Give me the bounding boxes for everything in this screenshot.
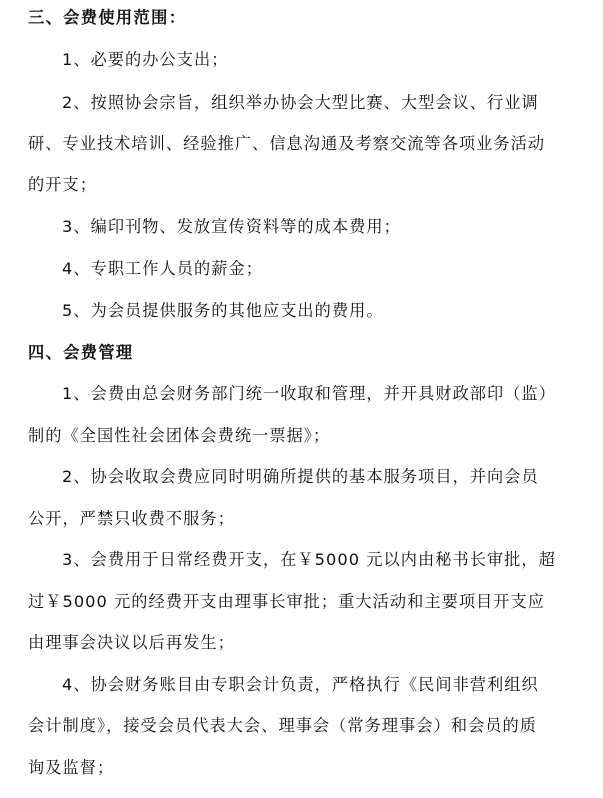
- list-item-continuation: 会计制度》，接受会员代表大会、理事会（常务理事会）和会员的质: [28, 716, 538, 735]
- list-item-continuation: 询及监督；: [28, 758, 115, 777]
- list-item-continuation: 研、专业技术培训、经验推广、信息沟通及考察交流等各项业务活动: [28, 134, 546, 153]
- list-item-continuation: 的开支；: [28, 175, 97, 194]
- list-item: 2、按照协会宗旨，组织举办协会大型比赛、大型会议、行业调: [62, 93, 539, 112]
- list-item-continuation: 公开，严禁只收费不服务；: [28, 509, 235, 528]
- list-item: 1、必要的办公支出；: [62, 50, 229, 69]
- list-item-continuation: 制的《全国性社会团体会费统一票据》；: [28, 426, 331, 445]
- list-item: 3、会费用于日常经费开支，在￥5000 元以内由秘书长审批，超: [62, 550, 556, 569]
- section-heading-fee-management: 四、会费管理: [28, 343, 134, 362]
- list-item: 1、会费由总会财务部门统一收取和管理，并开具财政部印（监）: [62, 384, 556, 403]
- list-item-continuation: 过￥5000 元的经费开支由理事长审批；重大活动和主要项目开支应: [28, 592, 546, 611]
- list-item-continuation: 由理事会决议以后再发生；: [28, 633, 235, 652]
- section-heading-fee-usage: 三、会费使用范围：: [28, 8, 187, 27]
- list-item: 3、编印刊物、发放宣传资料等的成本费用；: [62, 217, 401, 236]
- list-item: 2、协会收取会费应同时明确所提供的基本服务项目，并向会员: [62, 467, 539, 486]
- list-item: 4、专职工作人员的薪金；: [62, 259, 263, 278]
- list-item: 5、为会员提供服务的其他应支出的费用。: [62, 301, 384, 320]
- list-item: 4、协会财务账目由专职会计负责，严格执行《民间非营利组织: [62, 675, 539, 694]
